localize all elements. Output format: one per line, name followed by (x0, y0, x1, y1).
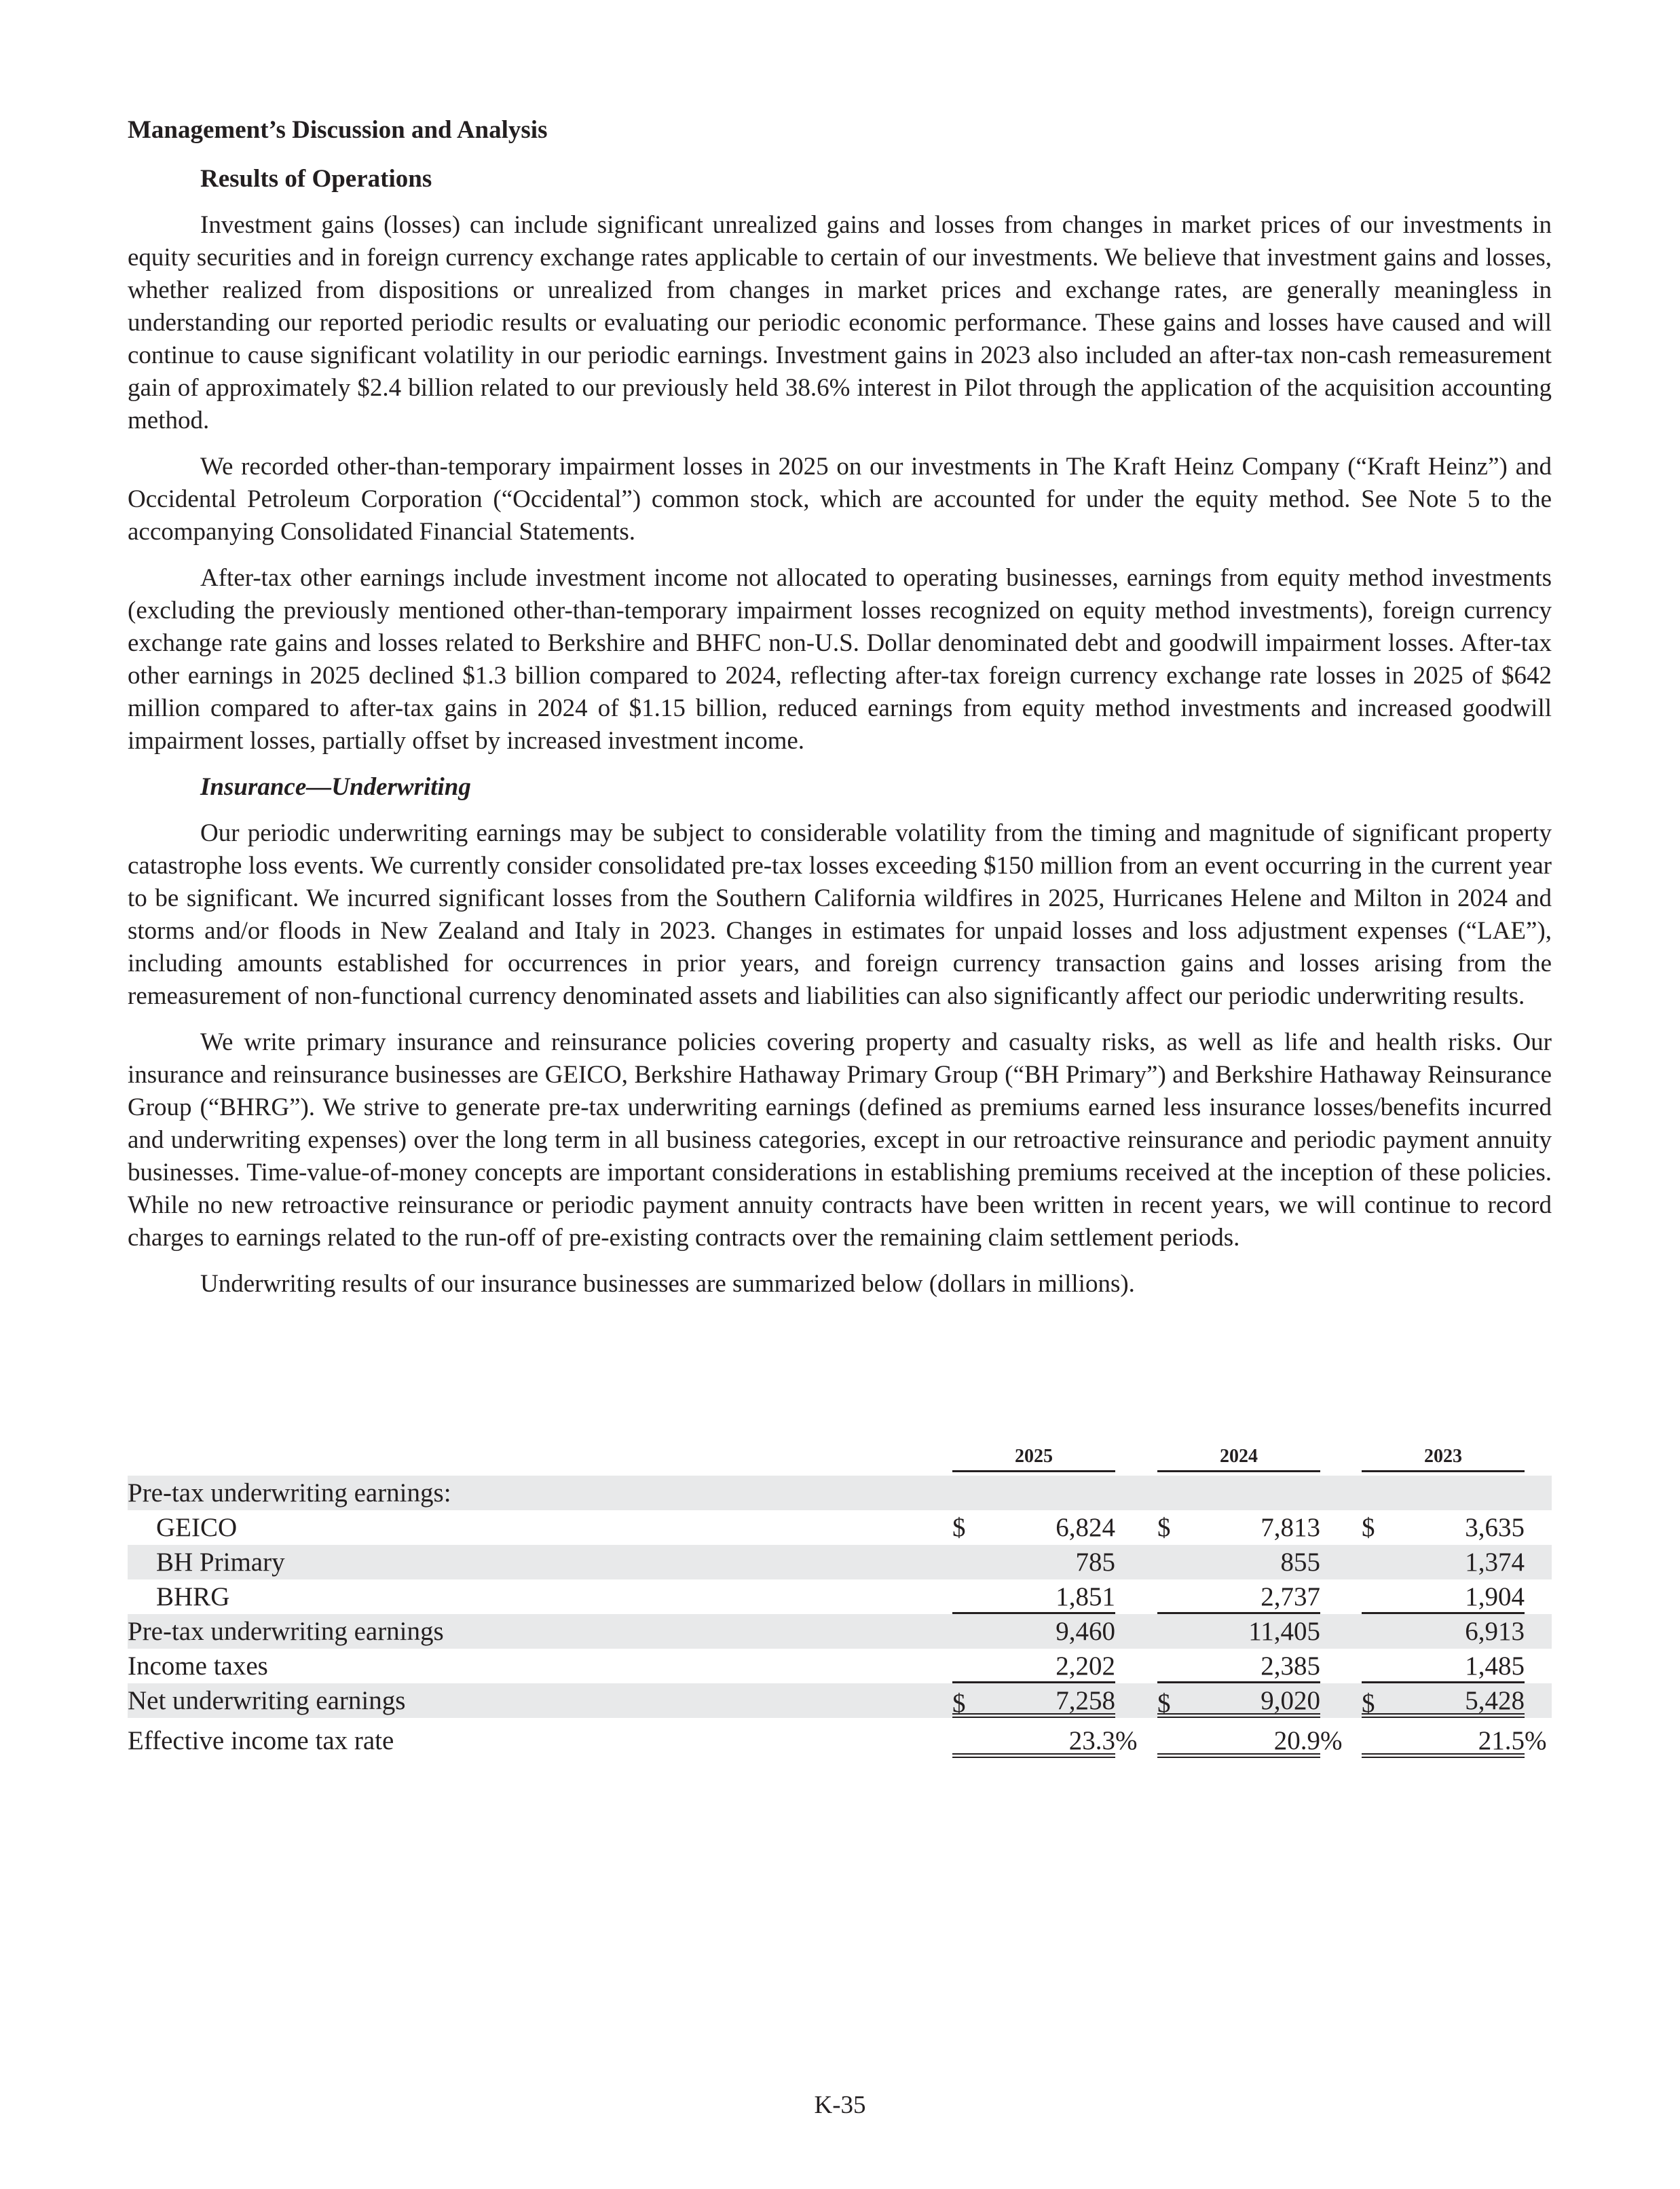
table-header-row (128, 1446, 1552, 1476)
page-number: K-35 (814, 2091, 866, 2119)
column-header-2024: 2024 (1157, 1446, 1320, 1472)
row-label: BH Primary (156, 1548, 285, 1577)
table-row (128, 1510, 1552, 1545)
row-label: Net underwriting earnings (128, 1686, 406, 1715)
table-row-section-label (128, 1476, 1552, 1510)
paragraph-investment-gains: Investment gains (losses) can include significant unrealized gains and losses from changes in market prices of our investments in equity securities and in foreign currency exchange rates applicable to certain of our investments. We believe that investment gains and losses, whether realized from dispositions or unrealized from changes in market prices and exchange rates, are generally meaningless in understanding our reported periodic results or evaluating our periodic economic performance. These gains and losses have caused and will continue to cause significant volatility in our periodic earnings. Investment gains in 2023 also included an after-tax non-cash remeasurement gain of approximately $2.4 billion related to our previously held 38.6% interest in Pilot through the application of the acquisition accounting method. (128, 211, 1552, 434)
row-label: Income taxes (128, 1651, 268, 1681)
table-cell: 1,485 (1362, 1649, 1525, 1683)
table-cell: 1,374 (1465, 1548, 1525, 1577)
currency-symbol: $ (952, 1513, 966, 1542)
table-cell: 2,202 (952, 1649, 1115, 1683)
row-label: BHRG (156, 1582, 230, 1611)
page-content (128, 114, 1552, 1314)
rate-value: 23.3 (1068, 1726, 1115, 1755)
currency-symbol: $ (1362, 1689, 1375, 1718)
table-cell: 1,904 (1362, 1579, 1525, 1614)
table-cell: 855 (1280, 1548, 1320, 1577)
paragraph-underwriting-volatility: Our periodic underwriting earnings may be subject to considerable volatility from the timing and magnitude of significant property catastrophe loss events. We currently consider consolidated pre-tax losses exceeding $150 million from an event occurring in the current year to be significant. We incurred significant losses from the Southern California wildfires in 2025, Hurricanes Helene and Milton in 2024 and storms and/or floods in New Zealand and Italy in 2023. Changes in estimates for unpaid losses and loss adjustment expenses (“LAE”), including amounts established for occurrences in prior years, and foreign currency transaction gains and losses arising from the remeasurement of non-functional currency denominated assets and liabilities can also significantly affect our periodic underwriting results. (128, 819, 1552, 1010)
table-cell: 1,851 (952, 1579, 1115, 1614)
rate-value: 21.5 (1478, 1726, 1525, 1755)
percent-sign: % (1525, 1726, 1547, 1755)
table-cell (1157, 1723, 1343, 1758)
table-cell: 7,813 (1261, 1513, 1320, 1542)
row-label: Pre-tax underwriting earnings: (128, 1478, 451, 1508)
table-cell (952, 1723, 1138, 1758)
table-cell: 785 (1075, 1548, 1115, 1577)
table-row (128, 1683, 1552, 1718)
paragraph-impairment: We recorded other-than-temporary impairment losses in 2025 on our investments in The Kraft Heinz Company (“Kraft Heinz”) and Occidental Petroleum Corporation (“Occidental”) common stock, which are accounted for under the equity method. See Note 5 to the accompanying Consolidated Financial Statements. (128, 453, 1552, 546)
currency-symbol: $ (1157, 1513, 1171, 1542)
table-cell: 6,913 (1465, 1617, 1525, 1646)
table-cell: 6,824 (1056, 1513, 1115, 1542)
table-row (128, 1723, 1552, 1758)
column-header-2025: 2025 (952, 1446, 1115, 1472)
currency-symbol: $ (952, 1689, 966, 1718)
table-cell: 5,428 (1362, 1683, 1525, 1718)
paragraph-other-earnings: After-tax other earnings include investment income not allocated to operating businesses, earnings from equity method investments (excluding the previously mentioned other-than-temporary impairment losses recognized on equity method investments), foreign currency exchange rate gains and losses related to Berkshire and BHFC non-U.S. Dollar denominated debt and goodwill impairment losses. After-tax other earnings in 2025 declined $1.3 billion compared to 2024, reflecting after-tax foreign currency exchange rate losses in 2025 of $642 million compared to after-tax gains in 2024 of $1.15 billion, reduced earnings from equity method investments and increased goodwill impairment losses, partially offset by increased investment income. (128, 564, 1552, 755)
table-cell: 7,258 (952, 1683, 1115, 1718)
table-cell: 2,385 (1157, 1649, 1320, 1683)
underwriting-results-table (128, 1446, 1552, 1758)
table-row (128, 1614, 1552, 1649)
table-cell (1362, 1723, 1547, 1758)
paragraph-insurance-businesses: We write primary insurance and reinsurance policies covering property and casualty risks, as well as life and health risks. Our insurance and reinsurance businesses are GEICO, Berkshire Hathaway Primary Group (“BH Primary”) and Berkshire Hathaway Reinsurance Group (“BHRG”). We strive to generate pre-tax underwriting earnings (defined as premiums earned less insurance losses/benefits incurred and underwriting expenses) over the long term in all business categories, except in our retroactive reinsurance and periodic payment annuity businesses. Time-value-of-money concepts are important considerations in establishing premiums received at the inception of these policies. While no new retroactive reinsurance or periodic payment annuity contracts have been written in recent years, we will continue to record charges to earnings related to the run-off of pre-existing contracts over the remaining claim settlement periods. (128, 1028, 1552, 1252)
table-cell: 9,020 (1157, 1683, 1320, 1718)
table-row (128, 1579, 1552, 1614)
page-heading: Management’s Discussion and Analysis (128, 116, 548, 144)
table-cell: 9,460 (1056, 1617, 1115, 1646)
paragraph-table-intro: Underwriting results of our insurance businesses are summarized below (dollars in millions). (200, 1270, 1135, 1298)
rate-value: 20.9 (1273, 1726, 1320, 1755)
section-title-insurance: Insurance—Underwriting (200, 773, 471, 801)
table-row (128, 1545, 1552, 1579)
table-cell: 11,405 (1248, 1617, 1320, 1646)
row-label: Effective income tax rate (128, 1726, 394, 1755)
currency-symbol: $ (1362, 1513, 1375, 1542)
percent-sign: % (1115, 1726, 1138, 1755)
section-heading: Results of Operations (200, 165, 432, 193)
table-cell: 2,737 (1157, 1579, 1320, 1614)
percent-sign: % (1320, 1726, 1343, 1755)
row-label: Pre-tax underwriting earnings (128, 1617, 444, 1646)
table-cell: 3,635 (1465, 1513, 1525, 1542)
table-row (128, 1649, 1552, 1683)
row-label: GEICO (156, 1513, 238, 1542)
column-header-2023: 2023 (1362, 1446, 1525, 1472)
currency-symbol: $ (1157, 1689, 1171, 1718)
